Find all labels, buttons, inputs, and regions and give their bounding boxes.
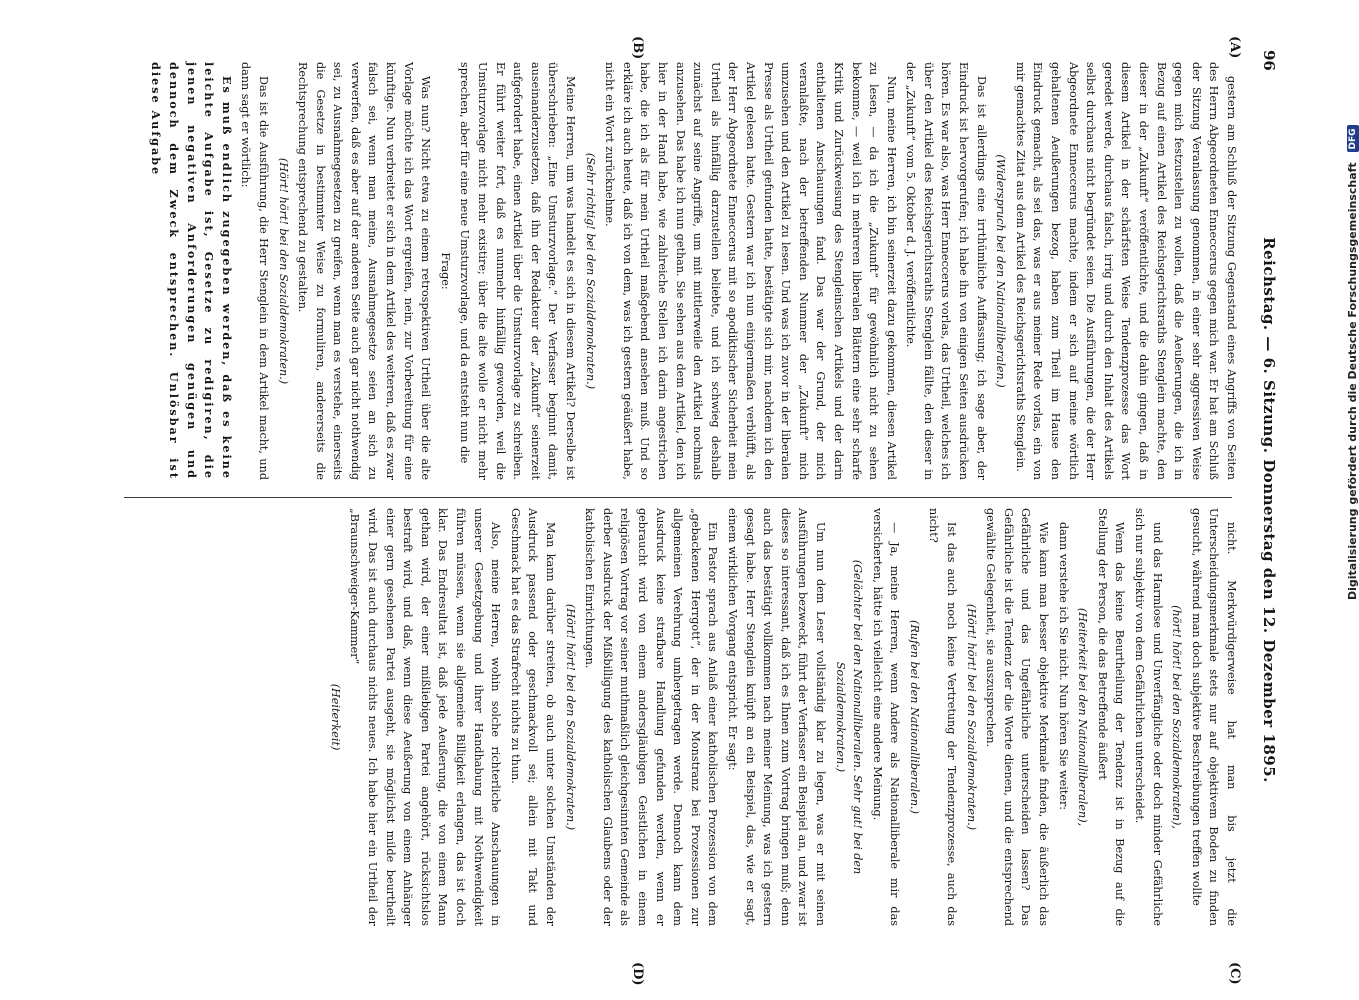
interjection: (Rufen bei den Nationalliberalen.) bbox=[907, 620, 921, 814]
interjection: (Heiterkeit) bbox=[328, 683, 342, 751]
paragraph: Meine Herren, um was handelt es sich in diesem Artikel? Derselbe ist überschrieben: „Eine Umsturzvorlage.“ Der Verfasser beginnt damit, auseinanderzusetzen, daß ihn der Redakteur der „Zukunft“ seinerzeit aufgefordert habe, einen Artikel über die Umsturzvorlage zu schreiben. Er führt weiter fort, daß es nunmehr hinfällig geworden, weil die Umsturzvorlage nicht mehr existire; über die alte wolle er nicht mehr sprechen, aber für eine neue Umsturzvorlage, und da entsteht nun die bbox=[458, 62, 578, 480]
paragraph: Wenn das keine Beurtheilung der Tendenz ist in Bezug auf die Stellung der Person, die das Betreffende äußert bbox=[1095, 508, 1127, 926]
page-header bbox=[1256, 50, 1278, 970]
interjection: (Heiterkeit bei den Nationalliberalen), bbox=[1076, 607, 1090, 827]
paragraph: gestern am Schluß der Sitzung Gegenstand eines Angriffs von Seiten des Herrn Abgeordneten Enneccerus gegen mich war. Er hat am Schluß der Sitzung Veranlassung genommen, in einer sehr aggressiven Weise gegen mich festzustellen zu wollen, daß die Aeußerungen, die ich in Bezug auf einen Artikel des Reichsgerichtsraths Stenglein machte, den dieser in der „Zukunft“ veröffentlichte, und die dahin gingen, daß in diesem Artikel in der schärfsten Weise Tendenzprozesse das Wort geredet werde, durchaus falsch, irrig und durch den Inhalt des Artikels selbst durchaus nicht begründet seien. Die Ausführungen, die der Herr Abgeordnete Enneccerus machte, indem er sich auf meine wörtlich gehaltenen Aeußerungen bezog, haben zum Theil im Hause den Eindruck gemacht, als sei das, was er aus meiner Rede vorlas, ein von mir gemachtes Zitat aus dem Artikel des Reichsgerichtsraths Stenglein. bbox=[1013, 62, 1238, 480]
interjection: (Sehr richtig! bei den Sozialdemokraten.) bbox=[583, 152, 597, 390]
paragraph: Das ist allerdings eine irrthümliche Auffassung; ich sage aber, der Eindruck ist hervorgerufen; ich habe ihn von einigen Seiten ausdrücken hören. Es war also, was Herr Enneccerus vorlas, das Urtheil, welches ich über den Artikel des Reichsgerichtsraths Stenglein fällte, den dieser in der „Zukunft“ vom 5. Oktober d. J. veröffentlichte. bbox=[904, 62, 988, 480]
interjection: (Hört! hört! bei den Sozialdemokraten.) bbox=[964, 603, 978, 831]
paragraph: Um nun dem Leser vollständig klar zu legen, was er mit seinen Ausführungen bezweckt, führt der Verfasser ein Beispiel an, und zwar ist dieses so interessant, daß ich es Ihnen zum Vortrag bringen muß; denn auch das bestätigt vollkommen nach meiner Meinung, was ich gestern gesagt habe. Herr Stenglein knüpft an ein Beispiel, das, wie er sagt, einem wirklichen Vorgang entspricht. Er sagt: bbox=[725, 508, 827, 926]
paragraph: dann verstehe ich Sie nicht. Nun hören Sie weiter: bbox=[1056, 522, 1070, 811]
paragraph: Nun, meine Herren, ich bin seinerzeit dazu gekommen, diesen Artikel zu lesen, — da ich die „Zukunft“ für gewöhnlich nicht zu sehen bekomme, — weil ich in mehreren liberalen Blättern eine sehr scharfe Kritik und Zurückweisung des Stengleinschen Artikels und der darin enthaltenen Anschauungen fand. Das war der Grund, der mich veranlaßte, nach der betreffenden Nummer der „Zukunft“ mich umzusehen und den Artikel zu lesen. Und was ich zuvor in der liberalen Presse als Urtheil gefunden hatte, bestätigte sich mir, nachdem ich den Artikel gelesen hatte. Gestern war ich nun einigermaßen verblüfft, als der Herr Abgeordnete Enneccerus mit so apodiktischer Sicherheit mein Urtheil als hinfällig darzustellen beliebte, und ich schwieg deshalb zunächst auf seine Angriffe, um mit mittlerweile den Artikel nochmals anzusehen. Das habe ich nun gethan. Sie sehen aus dem Artikel, den ich hier in der Hand habe, wie zahlreiche Stellen ich darin angestrichen habe, die ich als für mein Urtheil maßgebend ansehen muß. Und so erkläre ich auch heute, daß ich von dem, was ich gestern geäußert habe, nicht ein Wort zurücknehme. bbox=[603, 62, 898, 480]
left-column bbox=[125, 62, 1240, 480]
page-number: 96 bbox=[1260, 50, 1278, 71]
right-column bbox=[125, 508, 1240, 926]
quotation: Ein Pastor sprach aus Anlaß einer katholischen Prozession von dem „gebackenen Herrgott“, der in der Monstranz bei Prozessionen zur allgemeinen Verehrung umhergetragen werde. Dennoch kann dem Ausdruck keine strafbare Handlung gefunden werden, wenn er gebraucht wird von einem andersgläubigen Geistlichen in einem religiösen Vortrag vor seiner muthmaßlich gleichgesinnten Gemeinde als derber Ausdruck der Mißbilligung des katholischen Glaubens oder der katholischen Einrichtungen. bbox=[583, 508, 720, 926]
interjection: (Hört! hört! bei den Sozialdemokraten.) bbox=[276, 157, 290, 385]
interjection: (Gelächter bei den Nationalliberalen. Sehr gut! bei den Sozialdemokraten.) bbox=[833, 559, 865, 875]
paragraph: Das ist die Ausführung, die Herr Stenglein in dem Artikel macht, und dann sagt er wörtlich: bbox=[239, 62, 270, 480]
interjection: (Widerspruch bei den Nationalliberalen.) bbox=[994, 154, 1008, 388]
quotation: Es muß endlich zugegeben werden, daß es keine leichte Aufgabe ist, Gesetze zu redigiren, die jenen negativen Anforderungen genügen und dennoch dem Zweck entsprechen. Unlösbar ist diese Aufgabe bbox=[149, 62, 234, 480]
page-title: Reichstag. — 6. Sitzung. Donnerstag den 12. Dezember 1895. bbox=[1260, 237, 1278, 783]
quotation: Man kann darüber streiten, ob auch unter solchen Umständen der Ausdruck passend oder geschmackvoll sei; allein mit Takt und Geschmack hat es das Strafrecht nichts zu thun. bbox=[508, 508, 558, 926]
paragraph: Frage: bbox=[438, 252, 452, 290]
interjection: (hört! hört! bei den Sozialdemokraten), bbox=[1170, 605, 1184, 829]
paragraph: Ist das auch noch keine Vertretung der Tendenzprozesse, auch das nicht? bbox=[927, 508, 959, 926]
funding-note: Digitalisierung gefördert durch die Deutsche Forschungsgemeinschaft bbox=[1346, 162, 1359, 600]
paragraph: und das Harmlose und Unverfängliche oder doch minder Gefährliche sich nur subjektiv von dem Gefährlichen unterscheidet. bbox=[1133, 508, 1164, 926]
interjection: (Hört! hört! bei den Sozialdemokraten.) bbox=[563, 603, 577, 831]
dfg-logo: DFG bbox=[1347, 125, 1359, 152]
paragraph: — Ja, meine Herren, wenn Andere als Nationalliberale mir das versicherten, hätte ich vielleicht eine andere Meinung. bbox=[870, 508, 902, 926]
column-divider bbox=[124, 497, 1232, 498]
margin-marker-a: (A) bbox=[1227, 36, 1242, 59]
paragraph: nicht. Merkwürdigerweise hat man bis jetzt die Unterscheidungsmerkmale stets nur auf objektivem Boden zu finden gesucht, während man doch subjektive Beschreibungen treffen wollte bbox=[1189, 508, 1238, 926]
margin-marker-c: (C) bbox=[1227, 962, 1242, 985]
footer-text-wrap bbox=[1346, 128, 1359, 600]
quotation: Wie kann man besser objektive Merkmale finden, die äußerlich das Gefährliche und das Ungefährliche unterscheiden lassen? Das Gefährliche ist die Tendenz der die Worte dienen, und die entsprechend gewählte Gelegenheit, sie auszusprechen. bbox=[984, 508, 1051, 926]
digitization-footer bbox=[1318, 0, 1359, 1000]
margin-marker-d: (D) bbox=[630, 962, 645, 986]
paragraph: Also, meine Herren, wohin solche richterliche Anschauungen in unserer Gesetzgebung und ihrer Handhabung mit Nothwendigkeit führen müssen, wenn sie allgemeine Billigkeit erlangen, das ist doch klar. Das Endresultat ist, daß jede Aeußerung, die von einem Mann gethan wird, der einer mißliebigen Partei angehört, rücksichtslos bestraft wird, und daß, wenn diese Aeußerung von einem Anhänger einer gern gesehenen Partei ausgeht, sie möglichst milde beurtheilt wird. Das ist auch durchaus nichts neues. Ich habe hier ein Urtheil der „Braunschweiger-Kammer“ bbox=[348, 508, 503, 926]
margin-marker-b: (B) bbox=[630, 36, 645, 60]
quotation: Was nun? Nicht etwa zu einem retrospektiven Urtheil über die alte Vorlage möchte ich das Wort ergreifen, nein, zur Vorbereitung für eine künftige. Nun verbreitet er sich in dem Artikel des weiteren, daß es zwar falsch sei, wenn man meine, Ausnahmegesetze seien an sich zu verwerfen, daß es aber auf der anderen Seite auch gar nicht nothwendig sei, zu Ausnahmegesetzen zu greifen, wenn man es verstehe, einerseits die Gesetze in bestimmter Weise zu formuliren, andererseits die Rechtsprechung entsprechend zu gestalten. bbox=[296, 62, 433, 480]
